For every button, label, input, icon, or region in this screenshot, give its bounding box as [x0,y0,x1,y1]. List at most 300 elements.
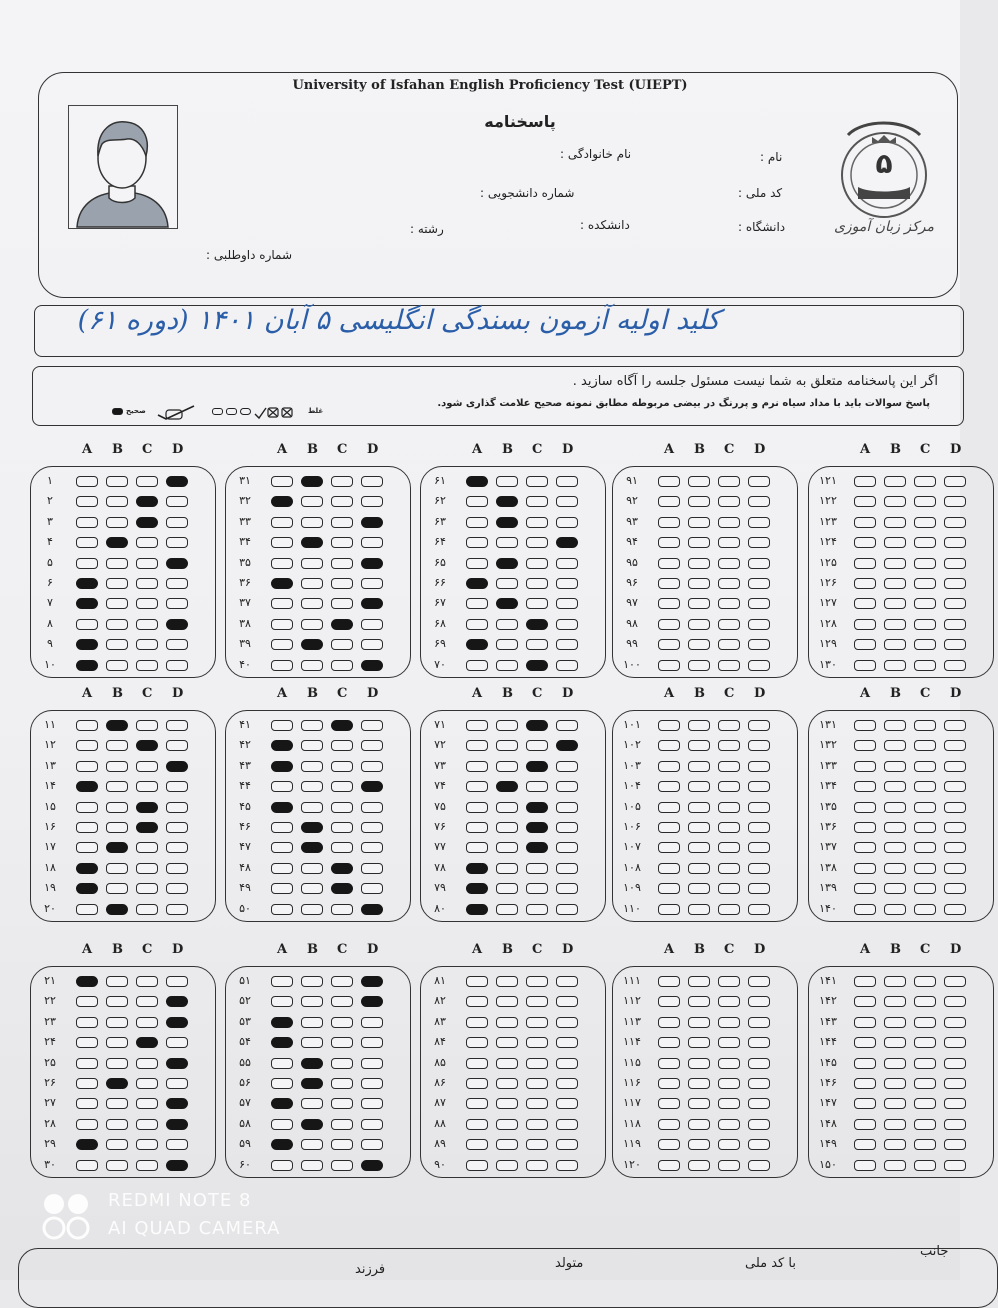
answer-bubble-b[interactable] [688,802,710,813]
answer-bubble-b[interactable] [688,639,710,650]
answer-bubble-b[interactable] [688,1058,710,1069]
answer-bubble-c[interactable] [331,740,353,751]
answer-bubble-c[interactable] [136,883,158,894]
answer-bubble-b[interactable] [301,740,323,751]
answer-bubble-d[interactable] [166,639,188,650]
answer-bubble-d[interactable] [361,976,383,987]
answer-bubble-b[interactable] [688,558,710,569]
answer-bubble-d[interactable] [556,863,578,874]
answer-bubble-d[interactable] [944,740,966,751]
answer-bubble-c[interactable] [914,883,936,894]
answer-bubble-c[interactable] [914,660,936,671]
answer-bubble-c[interactable] [331,1160,353,1171]
answer-bubble-d[interactable] [556,619,578,630]
answer-bubble-c[interactable] [914,822,936,833]
answer-bubble-b[interactable] [688,1078,710,1089]
answer-bubble-d[interactable] [748,1078,770,1089]
answer-bubble-b[interactable] [301,802,323,813]
answer-bubble-b[interactable] [106,1078,128,1089]
answer-bubble-d[interactable] [944,883,966,894]
answer-bubble-b[interactable] [106,639,128,650]
answer-bubble-c[interactable] [914,517,936,528]
answer-bubble-d[interactable] [748,517,770,528]
answer-bubble-a[interactable] [271,740,293,751]
answer-bubble-b[interactable] [884,578,906,589]
answer-bubble-c[interactable] [331,883,353,894]
answer-bubble-b[interactable] [884,558,906,569]
answer-bubble-a[interactable] [76,578,98,589]
answer-bubble-a[interactable] [271,802,293,813]
answer-bubble-d[interactable] [944,558,966,569]
answer-bubble-d[interactable] [361,1037,383,1048]
answer-bubble-a[interactable] [76,720,98,731]
answer-bubble-d[interactable] [748,476,770,487]
answer-bubble-b[interactable] [106,1139,128,1150]
answer-bubble-d[interactable] [556,1139,578,1150]
answer-bubble-c[interactable] [526,1017,548,1028]
answer-bubble-d[interactable] [166,883,188,894]
answer-bubble-c[interactable] [718,1098,740,1109]
answer-bubble-b[interactable] [301,1119,323,1130]
answer-bubble-a[interactable] [658,660,680,671]
answer-bubble-b[interactable] [496,476,518,487]
answer-bubble-a[interactable] [466,761,488,772]
answer-bubble-a[interactable] [271,476,293,487]
answer-bubble-c[interactable] [136,619,158,630]
answer-bubble-c[interactable] [718,904,740,915]
answer-bubble-b[interactable] [301,1017,323,1028]
answer-bubble-d[interactable] [361,1078,383,1089]
answer-bubble-a[interactable] [854,476,876,487]
answer-bubble-a[interactable] [271,996,293,1007]
answer-bubble-d[interactable] [748,883,770,894]
answer-bubble-d[interactable] [166,619,188,630]
answer-bubble-b[interactable] [688,517,710,528]
answer-bubble-c[interactable] [718,1139,740,1150]
answer-bubble-c[interactable] [136,720,158,731]
answer-bubble-b[interactable] [106,1037,128,1048]
answer-bubble-d[interactable] [944,1160,966,1171]
answer-bubble-a[interactable] [271,1119,293,1130]
answer-bubble-b[interactable] [688,476,710,487]
answer-bubble-c[interactable] [136,537,158,548]
answer-bubble-c[interactable] [331,639,353,650]
answer-bubble-d[interactable] [361,802,383,813]
answer-bubble-c[interactable] [914,639,936,650]
answer-bubble-b[interactable] [106,740,128,751]
answer-bubble-b[interactable] [688,720,710,731]
answer-bubble-c[interactable] [914,904,936,915]
answer-bubble-c[interactable] [136,639,158,650]
answer-bubble-a[interactable] [76,1037,98,1048]
answer-bubble-c[interactable] [136,842,158,853]
answer-bubble-a[interactable] [466,1139,488,1150]
answer-bubble-d[interactable] [166,1037,188,1048]
answer-bubble-a[interactable] [76,517,98,528]
answer-bubble-c[interactable] [331,863,353,874]
answer-bubble-a[interactable] [76,1078,98,1089]
answer-bubble-c[interactable] [136,1017,158,1028]
answer-bubble-c[interactable] [331,517,353,528]
answer-bubble-c[interactable] [718,476,740,487]
answer-bubble-c[interactable] [718,863,740,874]
answer-bubble-a[interactable] [466,1160,488,1171]
answer-bubble-b[interactable] [496,842,518,853]
answer-bubble-b[interactable] [301,1078,323,1089]
answer-bubble-a[interactable] [466,619,488,630]
answer-bubble-c[interactable] [718,883,740,894]
answer-bubble-d[interactable] [556,1017,578,1028]
answer-bubble-a[interactable] [854,517,876,528]
answer-bubble-d[interactable] [748,660,770,671]
answer-bubble-b[interactable] [106,883,128,894]
answer-bubble-d[interactable] [748,802,770,813]
answer-bubble-b[interactable] [496,619,518,630]
answer-bubble-b[interactable] [688,1139,710,1150]
answer-bubble-d[interactable] [748,822,770,833]
answer-bubble-c[interactable] [718,996,740,1007]
answer-bubble-d[interactable] [748,558,770,569]
answer-bubble-a[interactable] [854,1078,876,1089]
answer-bubble-a[interactable] [854,761,876,772]
answer-bubble-a[interactable] [271,904,293,915]
answer-bubble-d[interactable] [166,720,188,731]
answer-bubble-d[interactable] [944,578,966,589]
answer-bubble-b[interactable] [688,863,710,874]
answer-bubble-d[interactable] [944,1058,966,1069]
answer-bubble-c[interactable] [718,619,740,630]
answer-bubble-b[interactable] [106,863,128,874]
answer-bubble-b[interactable] [301,1098,323,1109]
answer-bubble-c[interactable] [526,517,548,528]
answer-bubble-d[interactable] [556,660,578,671]
answer-bubble-a[interactable] [854,639,876,650]
answer-bubble-c[interactable] [136,976,158,987]
answer-bubble-a[interactable] [658,904,680,915]
answer-bubble-a[interactable] [854,660,876,671]
answer-bubble-c[interactable] [526,1078,548,1089]
answer-bubble-b[interactable] [106,1119,128,1130]
answer-bubble-b[interactable] [496,1078,518,1089]
answer-bubble-d[interactable] [748,1119,770,1130]
answer-bubble-d[interactable] [361,863,383,874]
answer-bubble-d[interactable] [748,1017,770,1028]
answer-bubble-c[interactable] [136,996,158,1007]
answer-bubble-b[interactable] [106,842,128,853]
answer-bubble-b[interactable] [884,842,906,853]
answer-bubble-c[interactable] [914,976,936,987]
answer-bubble-d[interactable] [166,740,188,751]
answer-bubble-a[interactable] [76,761,98,772]
answer-bubble-d[interactable] [361,537,383,548]
answer-bubble-d[interactable] [748,720,770,731]
answer-bubble-c[interactable] [914,720,936,731]
answer-bubble-a[interactable] [466,740,488,751]
answer-bubble-c[interactable] [526,598,548,609]
answer-bubble-c[interactable] [136,496,158,507]
answer-bubble-b[interactable] [106,496,128,507]
answer-bubble-c[interactable] [136,904,158,915]
answer-bubble-a[interactable] [466,1078,488,1089]
answer-bubble-a[interactable] [76,842,98,853]
answer-bubble-c[interactable] [526,496,548,507]
answer-bubble-d[interactable] [748,761,770,772]
answer-bubble-b[interactable] [884,720,906,731]
answer-bubble-b[interactable] [496,1160,518,1171]
answer-bubble-a[interactable] [466,639,488,650]
answer-bubble-a[interactable] [658,842,680,853]
answer-bubble-c[interactable] [914,537,936,548]
answer-bubble-d[interactable] [166,1119,188,1130]
answer-bubble-b[interactable] [106,996,128,1007]
answer-bubble-b[interactable] [106,1017,128,1028]
answer-bubble-d[interactable] [748,619,770,630]
answer-bubble-b[interactable] [884,863,906,874]
answer-bubble-d[interactable] [361,761,383,772]
answer-bubble-c[interactable] [136,1037,158,1048]
answer-bubble-a[interactable] [76,883,98,894]
answer-bubble-a[interactable] [658,1037,680,1048]
answer-bubble-a[interactable] [854,842,876,853]
answer-bubble-a[interactable] [854,1119,876,1130]
answer-bubble-c[interactable] [331,578,353,589]
answer-bubble-a[interactable] [271,639,293,650]
answer-bubble-a[interactable] [658,537,680,548]
answer-bubble-b[interactable] [106,660,128,671]
answer-bubble-a[interactable] [466,842,488,853]
answer-bubble-b[interactable] [884,976,906,987]
answer-bubble-a[interactable] [76,496,98,507]
answer-bubble-b[interactable] [106,598,128,609]
answer-bubble-c[interactable] [526,660,548,671]
answer-bubble-a[interactable] [854,781,876,792]
answer-bubble-c[interactable] [914,1058,936,1069]
answer-bubble-d[interactable] [361,517,383,528]
answer-bubble-b[interactable] [301,1160,323,1171]
answer-bubble-c[interactable] [331,558,353,569]
answer-bubble-a[interactable] [76,598,98,609]
answer-bubble-b[interactable] [496,996,518,1007]
answer-bubble-a[interactable] [466,802,488,813]
answer-bubble-b[interactable] [884,1058,906,1069]
answer-bubble-b[interactable] [884,822,906,833]
answer-bubble-d[interactable] [556,558,578,569]
answer-bubble-c[interactable] [136,781,158,792]
answer-bubble-d[interactable] [361,1098,383,1109]
answer-bubble-b[interactable] [688,578,710,589]
answer-bubble-c[interactable] [914,1037,936,1048]
answer-bubble-d[interactable] [748,537,770,548]
answer-bubble-b[interactable] [688,496,710,507]
answer-bubble-d[interactable] [556,883,578,894]
answer-bubble-d[interactable] [748,904,770,915]
answer-bubble-a[interactable] [658,976,680,987]
answer-bubble-a[interactable] [76,802,98,813]
answer-bubble-d[interactable] [748,740,770,751]
answer-bubble-c[interactable] [914,802,936,813]
answer-bubble-d[interactable] [944,1017,966,1028]
answer-bubble-a[interactable] [854,578,876,589]
answer-bubble-b[interactable] [884,781,906,792]
answer-bubble-a[interactable] [658,1119,680,1130]
answer-bubble-b[interactable] [884,660,906,671]
answer-bubble-b[interactable] [884,496,906,507]
answer-bubble-c[interactable] [136,660,158,671]
answer-bubble-b[interactable] [301,1037,323,1048]
answer-bubble-d[interactable] [166,1078,188,1089]
answer-bubble-b[interactable] [496,496,518,507]
answer-bubble-b[interactable] [106,578,128,589]
answer-bubble-d[interactable] [944,619,966,630]
answer-bubble-b[interactable] [106,802,128,813]
answer-bubble-c[interactable] [526,476,548,487]
answer-bubble-c[interactable] [526,781,548,792]
answer-bubble-c[interactable] [136,476,158,487]
answer-bubble-a[interactable] [466,720,488,731]
answer-bubble-a[interactable] [658,996,680,1007]
answer-bubble-a[interactable] [466,1037,488,1048]
answer-bubble-a[interactable] [658,1078,680,1089]
answer-bubble-b[interactable] [301,598,323,609]
answer-bubble-c[interactable] [718,842,740,853]
answer-bubble-a[interactable] [271,976,293,987]
answer-bubble-d[interactable] [944,802,966,813]
answer-bubble-d[interactable] [944,639,966,650]
answer-bubble-c[interactable] [914,1160,936,1171]
answer-bubble-c[interactable] [331,619,353,630]
answer-bubble-c[interactable] [526,537,548,548]
answer-bubble-d[interactable] [944,904,966,915]
answer-bubble-d[interactable] [556,598,578,609]
answer-bubble-d[interactable] [361,1139,383,1150]
answer-bubble-b[interactable] [496,720,518,731]
answer-bubble-c[interactable] [331,904,353,915]
answer-bubble-c[interactable] [526,1098,548,1109]
answer-bubble-d[interactable] [556,842,578,853]
answer-bubble-a[interactable] [658,740,680,751]
answer-bubble-d[interactable] [166,537,188,548]
answer-bubble-b[interactable] [688,883,710,894]
answer-bubble-b[interactable] [496,802,518,813]
answer-bubble-c[interactable] [718,1058,740,1069]
answer-bubble-c[interactable] [526,578,548,589]
answer-bubble-d[interactable] [556,781,578,792]
answer-bubble-c[interactable] [331,996,353,1007]
answer-bubble-a[interactable] [854,822,876,833]
answer-bubble-c[interactable] [526,619,548,630]
answer-bubble-b[interactable] [884,904,906,915]
answer-bubble-b[interactable] [884,1160,906,1171]
answer-bubble-b[interactable] [106,619,128,630]
answer-bubble-a[interactable] [76,1017,98,1028]
answer-bubble-b[interactable] [884,598,906,609]
answer-bubble-d[interactable] [748,496,770,507]
answer-bubble-a[interactable] [658,517,680,528]
answer-bubble-c[interactable] [914,558,936,569]
answer-bubble-d[interactable] [166,1058,188,1069]
answer-bubble-b[interactable] [884,1139,906,1150]
answer-bubble-b[interactable] [106,517,128,528]
answer-bubble-a[interactable] [76,822,98,833]
answer-bubble-b[interactable] [106,476,128,487]
answer-bubble-c[interactable] [136,598,158,609]
answer-bubble-c[interactable] [526,883,548,894]
answer-bubble-d[interactable] [361,476,383,487]
answer-bubble-c[interactable] [136,558,158,569]
answer-bubble-d[interactable] [361,996,383,1007]
answer-bubble-b[interactable] [496,761,518,772]
answer-bubble-b[interactable] [301,619,323,630]
answer-bubble-a[interactable] [76,660,98,671]
answer-bubble-a[interactable] [466,1119,488,1130]
answer-bubble-c[interactable] [526,802,548,813]
answer-bubble-c[interactable] [914,761,936,772]
answer-bubble-b[interactable] [884,476,906,487]
answer-bubble-a[interactable] [658,598,680,609]
answer-bubble-a[interactable] [658,822,680,833]
answer-bubble-b[interactable] [301,537,323,548]
answer-bubble-b[interactable] [496,863,518,874]
answer-bubble-a[interactable] [76,1098,98,1109]
answer-bubble-c[interactable] [914,842,936,853]
answer-bubble-b[interactable] [301,558,323,569]
answer-bubble-b[interactable] [301,517,323,528]
answer-bubble-d[interactable] [556,578,578,589]
answer-bubble-a[interactable] [854,976,876,987]
answer-bubble-d[interactable] [166,1160,188,1171]
answer-bubble-c[interactable] [331,720,353,731]
answer-bubble-b[interactable] [106,781,128,792]
answer-bubble-a[interactable] [658,496,680,507]
answer-bubble-a[interactable] [76,996,98,1007]
answer-bubble-d[interactable] [748,578,770,589]
answer-bubble-a[interactable] [658,802,680,813]
answer-bubble-b[interactable] [884,740,906,751]
answer-bubble-a[interactable] [466,496,488,507]
answer-bubble-d[interactable] [361,598,383,609]
answer-bubble-a[interactable] [466,822,488,833]
answer-bubble-a[interactable] [466,863,488,874]
answer-bubble-d[interactable] [556,761,578,772]
answer-bubble-c[interactable] [718,761,740,772]
answer-bubble-d[interactable] [748,976,770,987]
answer-bubble-c[interactable] [526,761,548,772]
answer-bubble-c[interactable] [331,537,353,548]
answer-bubble-b[interactable] [884,619,906,630]
answer-bubble-c[interactable] [136,802,158,813]
answer-bubble-c[interactable] [526,558,548,569]
answer-bubble-a[interactable] [854,1160,876,1171]
answer-bubble-b[interactable] [106,537,128,548]
answer-bubble-b[interactable] [496,883,518,894]
answer-bubble-a[interactable] [466,996,488,1007]
answer-bubble-a[interactable] [76,976,98,987]
answer-bubble-d[interactable] [556,537,578,548]
answer-bubble-b[interactable] [106,1098,128,1109]
answer-bubble-b[interactable] [106,976,128,987]
answer-bubble-a[interactable] [76,537,98,548]
answer-bubble-a[interactable] [271,822,293,833]
answer-bubble-d[interactable] [944,1139,966,1150]
answer-bubble-a[interactable] [271,781,293,792]
answer-bubble-a[interactable] [658,1160,680,1171]
answer-bubble-a[interactable] [658,883,680,894]
answer-bubble-b[interactable] [106,720,128,731]
answer-bubble-a[interactable] [658,476,680,487]
answer-bubble-c[interactable] [718,598,740,609]
answer-bubble-a[interactable] [466,558,488,569]
answer-bubble-b[interactable] [884,517,906,528]
